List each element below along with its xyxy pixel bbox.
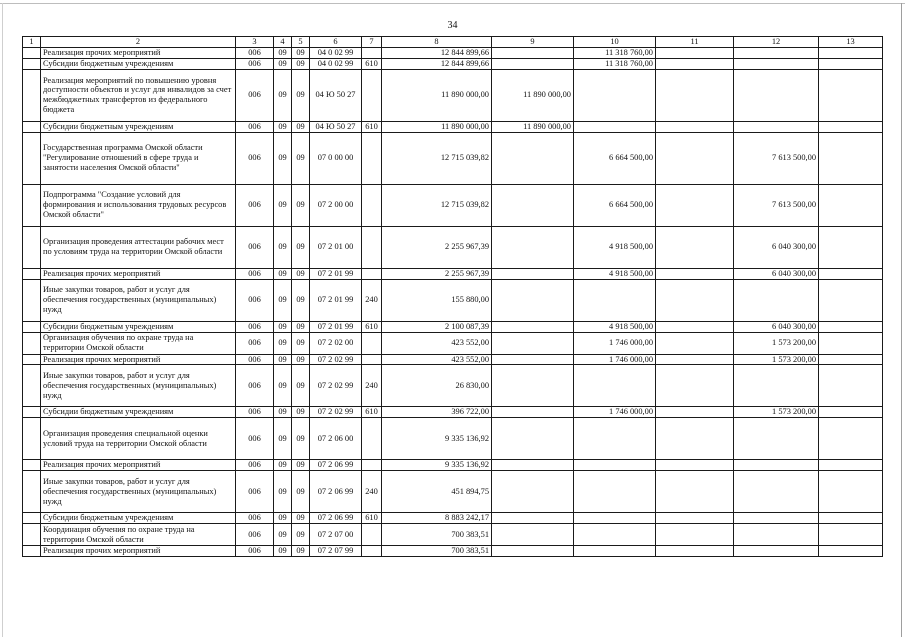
cell-name: Реализация прочих мероприятий bbox=[41, 546, 236, 557]
page-top-edge bbox=[0, 3, 905, 4]
row-index-cell bbox=[23, 321, 41, 332]
cell-c13 bbox=[819, 69, 883, 121]
cell-c13 bbox=[819, 268, 883, 279]
cell-csr: 07 2 06 99 bbox=[310, 471, 362, 513]
cell-pr: 09 bbox=[292, 418, 310, 460]
cell-c10: 6 664 500,00 bbox=[574, 132, 656, 184]
table-row bbox=[23, 132, 883, 184]
table-row bbox=[23, 332, 883, 354]
cell-c10 bbox=[574, 279, 656, 321]
cell-c11 bbox=[656, 332, 734, 354]
cell-c9 bbox=[492, 226, 574, 268]
column-number-13: 13 bbox=[819, 37, 883, 48]
cell-csr: 07 2 06 99 bbox=[310, 460, 362, 471]
cell-c10 bbox=[574, 546, 656, 557]
cell-c10: 11 318 760,00 bbox=[574, 48, 656, 59]
cell-pr: 09 bbox=[292, 58, 310, 69]
cell-c12 bbox=[734, 69, 819, 121]
cell-name: Государственная программа Омской области "Регулирование отношений в сфере труда и занятости населения Омской области" bbox=[41, 132, 236, 184]
cell-c11 bbox=[656, 524, 734, 546]
cell-csr: 07 2 02 99 bbox=[310, 407, 362, 418]
table-row bbox=[23, 513, 883, 524]
cell-rz: 09 bbox=[274, 513, 292, 524]
table-row bbox=[23, 321, 883, 332]
row-index-cell bbox=[23, 513, 41, 524]
cell-rz: 09 bbox=[274, 546, 292, 557]
cell-csr: 07 2 02 99 bbox=[310, 354, 362, 365]
cell-c12: 7 613 500,00 bbox=[734, 132, 819, 184]
cell-name: Субсидии бюджетным учреждениям bbox=[41, 407, 236, 418]
column-number-6: 6 bbox=[310, 37, 362, 48]
table-row bbox=[23, 279, 883, 321]
row-index-cell bbox=[23, 226, 41, 268]
cell-c8: 423 552,00 bbox=[382, 354, 492, 365]
cell-csr: 07 2 06 00 bbox=[310, 418, 362, 460]
cell-c8: 12 844 899,66 bbox=[382, 58, 492, 69]
cell-adm: 006 bbox=[236, 524, 274, 546]
cell-vr bbox=[362, 268, 382, 279]
cell-c9 bbox=[492, 546, 574, 557]
cell-pr: 09 bbox=[292, 365, 310, 407]
cell-c13 bbox=[819, 48, 883, 59]
cell-name: Иные закупки товаров, работ и услуг для обеспечения государственных (муниципальных) нужд bbox=[41, 279, 236, 321]
cell-adm: 006 bbox=[236, 121, 274, 132]
cell-rz: 09 bbox=[274, 332, 292, 354]
cell-pr: 09 bbox=[292, 513, 310, 524]
cell-c11 bbox=[656, 418, 734, 460]
cell-name: Субсидии бюджетным учреждениям bbox=[41, 121, 236, 132]
cell-pr: 09 bbox=[292, 407, 310, 418]
cell-adm: 006 bbox=[236, 407, 274, 418]
cell-c9 bbox=[492, 407, 574, 418]
cell-adm: 006 bbox=[236, 69, 274, 121]
column-number-7: 7 bbox=[362, 37, 382, 48]
cell-csr: 07 2 01 99 bbox=[310, 321, 362, 332]
cell-vr bbox=[362, 226, 382, 268]
table-row bbox=[23, 121, 883, 132]
cell-csr: 07 2 02 00 bbox=[310, 332, 362, 354]
cell-c9 bbox=[492, 58, 574, 69]
cell-vr: 610 bbox=[362, 58, 382, 69]
cell-pr: 09 bbox=[292, 460, 310, 471]
cell-rz: 09 bbox=[274, 365, 292, 407]
cell-name: Субсидии бюджетным учреждениям bbox=[41, 513, 236, 524]
cell-c9 bbox=[492, 460, 574, 471]
cell-adm: 006 bbox=[236, 132, 274, 184]
cell-c9 bbox=[492, 132, 574, 184]
cell-c11 bbox=[656, 268, 734, 279]
cell-c12 bbox=[734, 460, 819, 471]
cell-vr bbox=[362, 48, 382, 59]
cell-name: Реализация прочих мероприятий bbox=[41, 354, 236, 365]
cell-c10: 6 664 500,00 bbox=[574, 184, 656, 226]
cell-csr: 04 0 02 99 bbox=[310, 48, 362, 59]
table-row bbox=[23, 268, 883, 279]
cell-name: Организация проведения специальной оценки условий труда на территории Омской области bbox=[41, 418, 236, 460]
cell-adm: 006 bbox=[236, 418, 274, 460]
column-number-2: 2 bbox=[41, 37, 236, 48]
row-index-cell bbox=[23, 58, 41, 69]
cell-c13 bbox=[819, 132, 883, 184]
budget-table bbox=[22, 36, 883, 557]
page-number: 34 bbox=[447, 20, 458, 31]
cell-rz: 09 bbox=[274, 279, 292, 321]
cell-c12: 6 040 300,00 bbox=[734, 321, 819, 332]
cell-rz: 09 bbox=[274, 268, 292, 279]
cell-c8: 396 722,00 bbox=[382, 407, 492, 418]
table-row bbox=[23, 524, 883, 546]
cell-c8: 11 890 000,00 bbox=[382, 121, 492, 132]
cell-c12 bbox=[734, 546, 819, 557]
column-number-12: 12 bbox=[734, 37, 819, 48]
cell-csr: 07 2 06 99 bbox=[310, 513, 362, 524]
cell-c13 bbox=[819, 121, 883, 132]
cell-adm: 006 bbox=[236, 471, 274, 513]
cell-c11 bbox=[656, 321, 734, 332]
cell-c12 bbox=[734, 513, 819, 524]
cell-rz: 09 bbox=[274, 407, 292, 418]
cell-c13 bbox=[819, 332, 883, 354]
cell-vr bbox=[362, 524, 382, 546]
cell-adm: 006 bbox=[236, 321, 274, 332]
cell-c10: 4 918 500,00 bbox=[574, 268, 656, 279]
cell-rz: 09 bbox=[274, 524, 292, 546]
column-number-9: 9 bbox=[492, 37, 574, 48]
cell-c10: 4 918 500,00 bbox=[574, 321, 656, 332]
cell-vr: 610 bbox=[362, 121, 382, 132]
cell-c9 bbox=[492, 354, 574, 365]
cell-rz: 09 bbox=[274, 226, 292, 268]
cell-csr: 07 2 01 00 bbox=[310, 226, 362, 268]
cell-vr bbox=[362, 354, 382, 365]
cell-c9 bbox=[492, 365, 574, 407]
cell-c8: 12 715 039,82 bbox=[382, 132, 492, 184]
cell-c10: 1 746 000,00 bbox=[574, 407, 656, 418]
cell-c12 bbox=[734, 365, 819, 407]
cell-vr: 610 bbox=[362, 407, 382, 418]
cell-c11 bbox=[656, 69, 734, 121]
column-number-4: 4 bbox=[274, 37, 292, 48]
cell-c10: 1 746 000,00 bbox=[574, 332, 656, 354]
cell-rz: 09 bbox=[274, 48, 292, 59]
cell-c12 bbox=[734, 121, 819, 132]
cell-c13 bbox=[819, 407, 883, 418]
table-row bbox=[23, 226, 883, 268]
cell-c12: 6 040 300,00 bbox=[734, 226, 819, 268]
table-row bbox=[23, 48, 883, 59]
cell-c13 bbox=[819, 184, 883, 226]
cell-pr: 09 bbox=[292, 279, 310, 321]
cell-c11 bbox=[656, 58, 734, 69]
cell-pr: 09 bbox=[292, 471, 310, 513]
cell-rz: 09 bbox=[274, 132, 292, 184]
table-row bbox=[23, 418, 883, 460]
cell-c9 bbox=[492, 48, 574, 59]
cell-c10 bbox=[574, 418, 656, 460]
cell-c13 bbox=[819, 58, 883, 69]
cell-c10: 1 746 000,00 bbox=[574, 354, 656, 365]
cell-vr: 240 bbox=[362, 279, 382, 321]
cell-name: Субсидии бюджетным учреждениям bbox=[41, 321, 236, 332]
column-number-8: 8 bbox=[382, 37, 492, 48]
cell-c12 bbox=[734, 279, 819, 321]
cell-c11 bbox=[656, 279, 734, 321]
table-row bbox=[23, 471, 883, 513]
row-index-cell bbox=[23, 48, 41, 59]
cell-adm: 006 bbox=[236, 546, 274, 557]
cell-c9 bbox=[492, 332, 574, 354]
cell-name: Иные закупки товаров, работ и услуг для обеспечения государственных (муниципальных) нужд bbox=[41, 471, 236, 513]
cell-adm: 006 bbox=[236, 365, 274, 407]
table-row bbox=[23, 546, 883, 557]
cell-pr: 09 bbox=[292, 184, 310, 226]
cell-c10 bbox=[574, 365, 656, 407]
cell-csr: 07 2 01 99 bbox=[310, 268, 362, 279]
row-index-cell bbox=[23, 546, 41, 557]
cell-vr bbox=[362, 69, 382, 121]
cell-c9 bbox=[492, 513, 574, 524]
cell-c10: 4 918 500,00 bbox=[574, 226, 656, 268]
table-row bbox=[23, 58, 883, 69]
cell-c13 bbox=[819, 471, 883, 513]
table-row bbox=[23, 365, 883, 407]
cell-c9 bbox=[492, 268, 574, 279]
cell-csr: 07 0 00 00 bbox=[310, 132, 362, 184]
cell-c11 bbox=[656, 365, 734, 407]
cell-adm: 006 bbox=[236, 58, 274, 69]
cell-c12: 1 573 200,00 bbox=[734, 407, 819, 418]
cell-c13 bbox=[819, 418, 883, 460]
cell-csr: 07 2 07 00 bbox=[310, 524, 362, 546]
cell-pr: 09 bbox=[292, 48, 310, 59]
cell-rz: 09 bbox=[274, 121, 292, 132]
cell-c11 bbox=[656, 407, 734, 418]
cell-c8: 700 383,51 bbox=[382, 524, 492, 546]
cell-rz: 09 bbox=[274, 321, 292, 332]
cell-name: Иные закупки товаров, работ и услуг для обеспечения государственных (муниципальных) нужд bbox=[41, 365, 236, 407]
cell-c13 bbox=[819, 460, 883, 471]
cell-c13 bbox=[819, 354, 883, 365]
cell-c13 bbox=[819, 279, 883, 321]
cell-c10 bbox=[574, 471, 656, 513]
cell-vr bbox=[362, 418, 382, 460]
cell-name: Реализация прочих мероприятий bbox=[41, 48, 236, 59]
cell-rz: 09 bbox=[274, 418, 292, 460]
table-row bbox=[23, 407, 883, 418]
cell-name: Реализация прочих мероприятий bbox=[41, 460, 236, 471]
cell-csr: 07 2 00 00 bbox=[310, 184, 362, 226]
cell-adm: 006 bbox=[236, 48, 274, 59]
cell-c12: 7 613 500,00 bbox=[734, 184, 819, 226]
cell-c13 bbox=[819, 321, 883, 332]
cell-adm: 006 bbox=[236, 184, 274, 226]
cell-c8: 26 830,00 bbox=[382, 365, 492, 407]
column-number-5: 5 bbox=[292, 37, 310, 48]
cell-c8: 8 883 242,17 bbox=[382, 513, 492, 524]
cell-pr: 09 bbox=[292, 226, 310, 268]
column-number-3: 3 bbox=[236, 37, 274, 48]
cell-c11 bbox=[656, 226, 734, 268]
row-index-cell bbox=[23, 268, 41, 279]
cell-c11 bbox=[656, 184, 734, 226]
cell-rz: 09 bbox=[274, 58, 292, 69]
cell-c12: 1 573 200,00 bbox=[734, 354, 819, 365]
cell-csr: 04 Ю 50 27 bbox=[310, 69, 362, 121]
row-index-cell bbox=[23, 132, 41, 184]
cell-vr bbox=[362, 546, 382, 557]
cell-c8: 12 715 039,82 bbox=[382, 184, 492, 226]
cell-adm: 006 bbox=[236, 513, 274, 524]
cell-adm: 006 bbox=[236, 354, 274, 365]
row-index-cell bbox=[23, 418, 41, 460]
column-number-1: 1 bbox=[23, 37, 41, 48]
table-row bbox=[23, 69, 883, 121]
cell-rz: 09 bbox=[274, 471, 292, 513]
cell-c9 bbox=[492, 524, 574, 546]
cell-name: Координация обучения по охране труда на территории Омской области bbox=[41, 524, 236, 546]
cell-c11 bbox=[656, 460, 734, 471]
cell-c9 bbox=[492, 471, 574, 513]
cell-c10: 11 318 760,00 bbox=[574, 58, 656, 69]
cell-name: Субсидии бюджетным учреждениям bbox=[41, 58, 236, 69]
cell-pr: 09 bbox=[292, 132, 310, 184]
cell-vr: 240 bbox=[362, 471, 382, 513]
cell-name: Организация проведения аттестации рабочих мест по условиям труда на территории Омской области bbox=[41, 226, 236, 268]
cell-pr: 09 bbox=[292, 332, 310, 354]
cell-rz: 09 bbox=[274, 69, 292, 121]
cell-c13 bbox=[819, 365, 883, 407]
cell-rz: 09 bbox=[274, 354, 292, 365]
cell-c8: 700 383,51 bbox=[382, 546, 492, 557]
cell-c8: 9 335 136,92 bbox=[382, 418, 492, 460]
row-index-cell bbox=[23, 279, 41, 321]
cell-vr: 610 bbox=[362, 321, 382, 332]
table-row bbox=[23, 460, 883, 471]
cell-c8: 2 100 087,39 bbox=[382, 321, 492, 332]
row-index-cell bbox=[23, 407, 41, 418]
cell-c9: 11 890 000,00 bbox=[492, 69, 574, 121]
cell-c11 bbox=[656, 471, 734, 513]
cell-c12 bbox=[734, 524, 819, 546]
cell-csr: 07 2 07 99 bbox=[310, 546, 362, 557]
cell-name: Реализация мероприятий по повышению уровня доступности объектов и услуг для инвалидов за счет межбюджетных трансфертов из федерального бюджета bbox=[41, 69, 236, 121]
cell-c10 bbox=[574, 513, 656, 524]
column-number-row bbox=[23, 37, 883, 48]
cell-c13 bbox=[819, 513, 883, 524]
cell-c12: 6 040 300,00 bbox=[734, 268, 819, 279]
cell-c12 bbox=[734, 471, 819, 513]
cell-name: Реализация прочих мероприятий bbox=[41, 268, 236, 279]
cell-c8: 2 255 967,39 bbox=[382, 268, 492, 279]
cell-c12 bbox=[734, 48, 819, 59]
page-right-edge bbox=[901, 3, 902, 637]
cell-csr: 04 0 02 99 bbox=[310, 58, 362, 69]
cell-c8: 9 335 136,92 bbox=[382, 460, 492, 471]
cell-c10 bbox=[574, 69, 656, 121]
cell-pr: 09 bbox=[292, 524, 310, 546]
cell-c12 bbox=[734, 58, 819, 69]
cell-adm: 006 bbox=[236, 460, 274, 471]
cell-c12: 1 573 200,00 bbox=[734, 332, 819, 354]
cell-adm: 006 bbox=[236, 268, 274, 279]
row-index-cell bbox=[23, 365, 41, 407]
cell-c10 bbox=[574, 524, 656, 546]
cell-c10 bbox=[574, 121, 656, 132]
row-index-cell bbox=[23, 460, 41, 471]
cell-rz: 09 bbox=[274, 460, 292, 471]
row-index-cell bbox=[23, 524, 41, 546]
cell-c11 bbox=[656, 513, 734, 524]
cell-c11 bbox=[656, 48, 734, 59]
cell-c9 bbox=[492, 321, 574, 332]
cell-csr: 07 2 01 99 bbox=[310, 279, 362, 321]
table-row bbox=[23, 184, 883, 226]
cell-c8: 2 255 967,39 bbox=[382, 226, 492, 268]
cell-vr bbox=[362, 332, 382, 354]
cell-adm: 006 bbox=[236, 279, 274, 321]
cell-c11 bbox=[656, 354, 734, 365]
row-index-cell bbox=[23, 121, 41, 132]
cell-pr: 09 bbox=[292, 354, 310, 365]
row-index-cell bbox=[23, 332, 41, 354]
cell-name: Организация обучения по охране труда на территории Омской области bbox=[41, 332, 236, 354]
cell-csr: 04 Ю 50 27 bbox=[310, 121, 362, 132]
column-number-11: 11 bbox=[656, 37, 734, 48]
cell-rz: 09 bbox=[274, 184, 292, 226]
cell-c11 bbox=[656, 546, 734, 557]
cell-c8: 12 844 899,66 bbox=[382, 48, 492, 59]
cell-vr bbox=[362, 460, 382, 471]
cell-vr: 610 bbox=[362, 513, 382, 524]
cell-c8: 155 880,00 bbox=[382, 279, 492, 321]
cell-c11 bbox=[656, 121, 734, 132]
cell-c8: 451 894,75 bbox=[382, 471, 492, 513]
cell-c9 bbox=[492, 279, 574, 321]
cell-c9 bbox=[492, 184, 574, 226]
cell-c9 bbox=[492, 418, 574, 460]
row-index-cell bbox=[23, 354, 41, 365]
cell-c9: 11 890 000,00 bbox=[492, 121, 574, 132]
cell-c13 bbox=[819, 524, 883, 546]
cell-c11 bbox=[656, 132, 734, 184]
cell-c8: 11 890 000,00 bbox=[382, 69, 492, 121]
cell-c13 bbox=[819, 226, 883, 268]
page-left-edge bbox=[2, 3, 3, 637]
cell-name: Подпрограмма "Создание условий для формирования и использования трудовых ресурсов Омской области" bbox=[41, 184, 236, 226]
row-index-cell bbox=[23, 471, 41, 513]
cell-pr: 09 bbox=[292, 321, 310, 332]
column-number-10: 10 bbox=[574, 37, 656, 48]
cell-pr: 09 bbox=[292, 546, 310, 557]
cell-c10 bbox=[574, 460, 656, 471]
cell-c8: 423 552,00 bbox=[382, 332, 492, 354]
cell-csr: 07 2 02 99 bbox=[310, 365, 362, 407]
cell-vr bbox=[362, 132, 382, 184]
cell-adm: 006 bbox=[236, 332, 274, 354]
cell-c12 bbox=[734, 418, 819, 460]
cell-vr bbox=[362, 184, 382, 226]
row-index-cell bbox=[23, 184, 41, 226]
table-row bbox=[23, 354, 883, 365]
cell-c13 bbox=[819, 546, 883, 557]
cell-pr: 09 bbox=[292, 69, 310, 121]
row-index-cell bbox=[23, 69, 41, 121]
cell-vr: 240 bbox=[362, 365, 382, 407]
cell-adm: 006 bbox=[236, 226, 274, 268]
cell-pr: 09 bbox=[292, 268, 310, 279]
cell-pr: 09 bbox=[292, 121, 310, 132]
